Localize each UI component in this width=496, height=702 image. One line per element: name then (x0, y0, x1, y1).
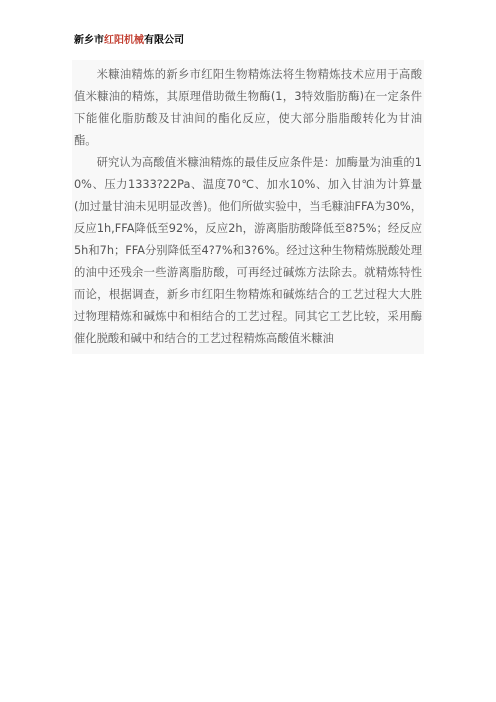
company-name-suffix: 有限公司 (144, 35, 184, 46)
paragraph-intro: 米糠油精炼的新乡市红阳生物精炼法将生物精炼技术应用于高酸值米糠油的精炼，其原理借助微生物酶(1，3特效脂肪酶)在一定条件下能催化脂肪酸及甘油间的酯化反应，使大部分脂脂酸转化为甘油酯。 (74, 68, 422, 147)
company-name-highlight: 红阳机械 (104, 35, 144, 46)
company-header (74, 34, 184, 48)
article-body (72, 60, 424, 354)
paragraph-research: 研究认为高酸值米糠油精炼的最佳反应条件是：加酶量为油重的10%、压力1333?22Pa、温度70℃、加水10%、加入甘油为计算量(加过量甘油未见明显改善)。他们所做实验中，当毛糠油FFA为30%，反应1h,FFA降低至92%，反应2h，游离脂肪酸降低至8?5%；经反应5h和7h；FFA分别降低至4?7%和3?6%。经过这种生物精炼脱酸处理的油中还残余一些游离脂肪酸，可再经过碱炼方法除去。就精炼特性而论，根据调查，新乡市红阳生物精炼和碱炼结合的工艺过程大大胜过物理精炼和碱炼中和相结合的工艺过程。同其它工艺比较，采用酶催化脱酸和碱中和结合的工艺过程精炼高酸值米糠油 (74, 156, 422, 345)
company-name-prefix: 新乡市 (74, 35, 104, 46)
